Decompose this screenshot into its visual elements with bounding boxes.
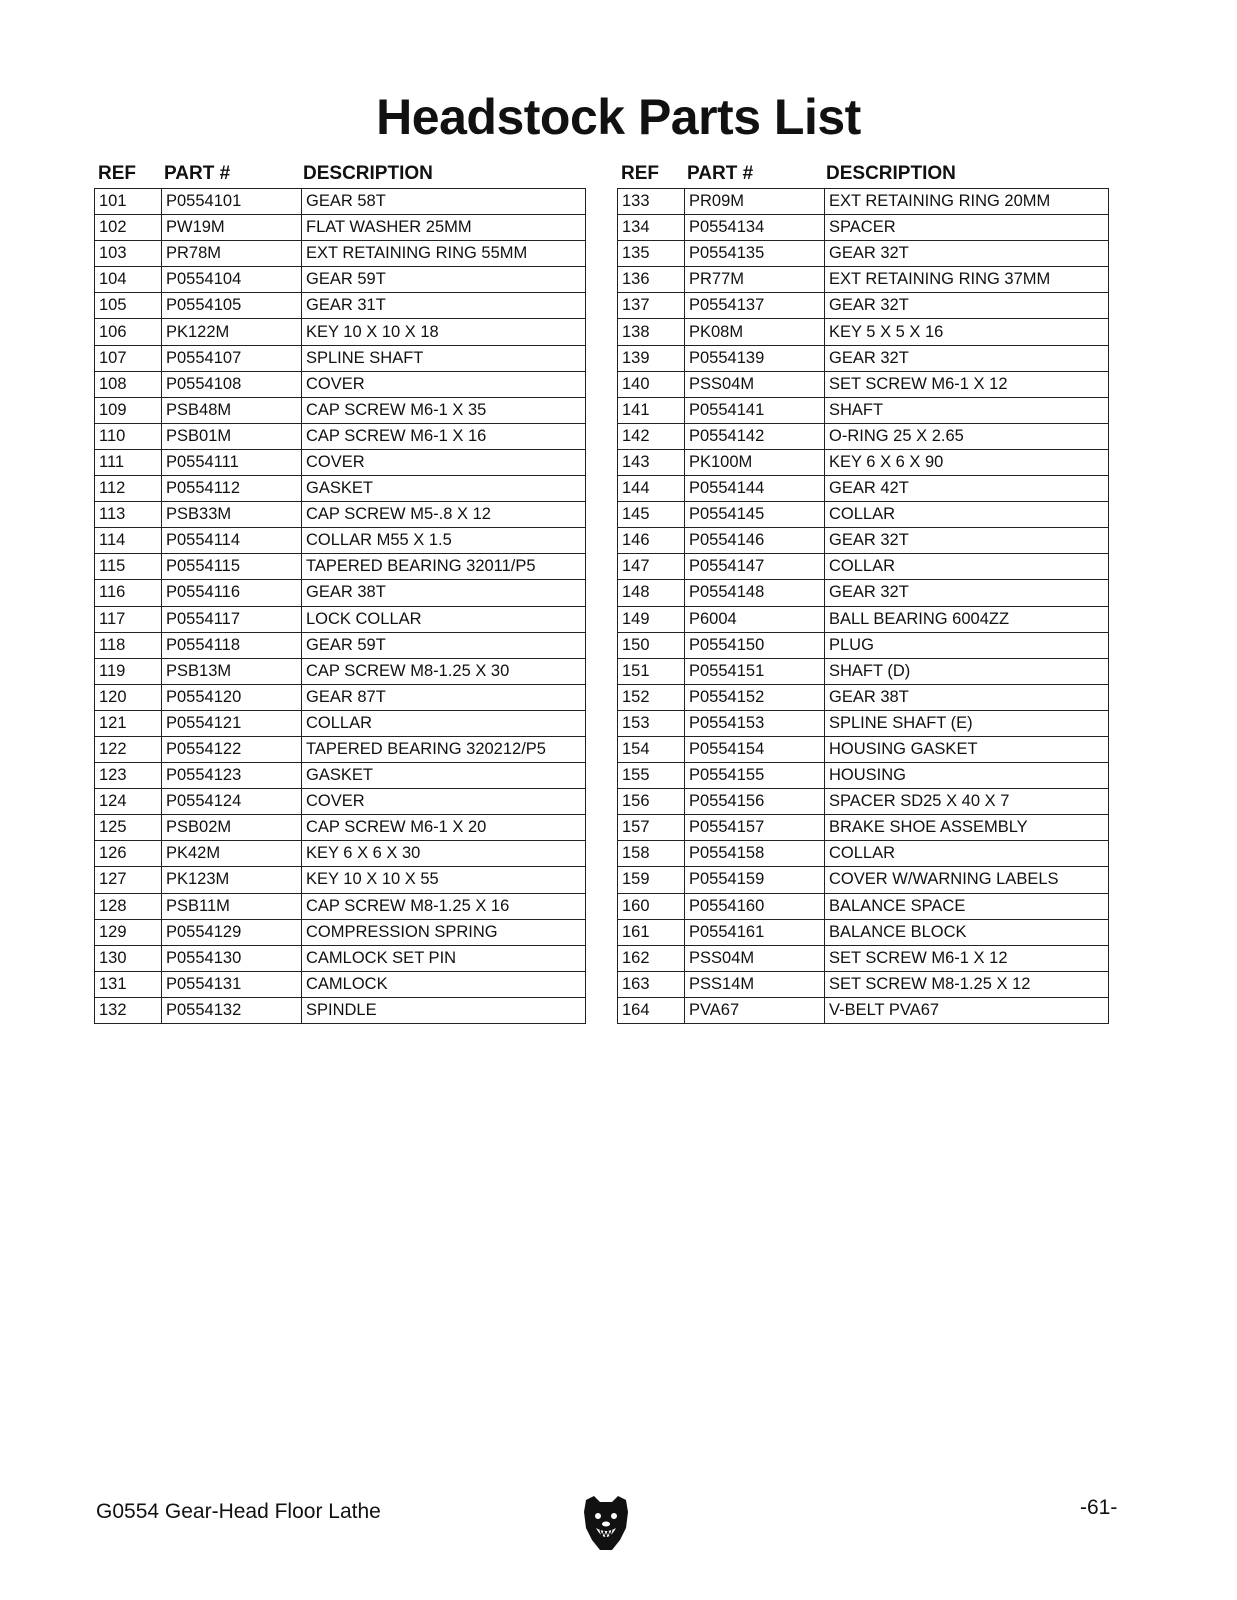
cell-description: COVER — [302, 449, 586, 475]
cell-description: CAP SCREW M6-1 X 20 — [302, 815, 586, 841]
cell-ref: 116 — [95, 580, 162, 606]
cell-description: EXT RETAINING RING 55MM — [302, 241, 586, 267]
cell-ref: 117 — [95, 606, 162, 632]
table-row — [95, 632, 586, 658]
cell-ref: 141 — [618, 397, 685, 423]
table-row — [618, 736, 1109, 762]
cell-part-number: P0554159 — [685, 867, 825, 893]
cell-part-number: P0554137 — [685, 293, 825, 319]
header-part: PART # — [687, 163, 754, 184]
cell-part-number: P0554157 — [685, 815, 825, 841]
table-row — [618, 267, 1109, 293]
cell-part-number: P0554115 — [162, 554, 302, 580]
cell-ref: 140 — [618, 371, 685, 397]
table-row — [618, 371, 1109, 397]
cell-part-number: P0554122 — [162, 736, 302, 762]
cell-description: PLUG — [825, 632, 1109, 658]
table-row — [618, 449, 1109, 475]
cell-description: KEY 10 X 10 X 55 — [302, 867, 586, 893]
cell-ref: 121 — [95, 710, 162, 736]
cell-part-number: PR09M — [685, 189, 825, 215]
cell-part-number: P0554107 — [162, 345, 302, 371]
cell-ref: 160 — [618, 893, 685, 919]
cell-description: SET SCREW M6-1 X 12 — [825, 371, 1109, 397]
cell-part-number: P0554158 — [685, 841, 825, 867]
cell-part-number: PSS14M — [685, 971, 825, 997]
table-body — [618, 189, 1109, 1024]
cell-description: CAP SCREW M8-1.25 X 30 — [302, 658, 586, 684]
cell-part-number: PSB48M — [162, 397, 302, 423]
table-row — [95, 449, 586, 475]
cell-ref: 152 — [618, 684, 685, 710]
cell-ref: 133 — [618, 189, 685, 215]
cell-description: CAP SCREW M6-1 X 35 — [302, 397, 586, 423]
cell-ref: 109 — [95, 397, 162, 423]
table-row — [618, 476, 1109, 502]
cell-description: GEAR 42T — [825, 476, 1109, 502]
table-row — [95, 841, 586, 867]
cell-description: EXT RETAINING RING 20MM — [825, 189, 1109, 215]
table-row — [618, 293, 1109, 319]
cell-part-number: P0554132 — [162, 997, 302, 1023]
table-row — [95, 919, 586, 945]
bear-logo-icon — [580, 1494, 632, 1552]
cell-part-number: P0554145 — [685, 502, 825, 528]
cell-ref: 120 — [95, 684, 162, 710]
cell-ref: 101 — [95, 189, 162, 215]
table-row — [618, 345, 1109, 371]
table-row — [618, 971, 1109, 997]
table-row — [95, 345, 586, 371]
cell-part-number: P0554108 — [162, 371, 302, 397]
cell-ref: 163 — [618, 971, 685, 997]
cell-description: CAP SCREW M5-.8 X 12 — [302, 502, 586, 528]
cell-part-number: P0554146 — [685, 528, 825, 554]
cell-part-number: PR77M — [685, 267, 825, 293]
table-row — [618, 502, 1109, 528]
parts-table — [617, 188, 1109, 1024]
cell-ref: 155 — [618, 763, 685, 789]
cell-ref: 102 — [95, 215, 162, 241]
cell-description: CAP SCREW M8-1.25 X 16 — [302, 893, 586, 919]
cell-part-number: PK100M — [685, 449, 825, 475]
cell-ref: 144 — [618, 476, 685, 502]
cell-part-number: P0554155 — [685, 763, 825, 789]
table-row — [618, 815, 1109, 841]
cell-part-number: PR78M — [162, 241, 302, 267]
table-row — [618, 841, 1109, 867]
cell-description: GEAR 32T — [825, 528, 1109, 554]
cell-part-number: P0554105 — [162, 293, 302, 319]
cell-part-number: P0554114 — [162, 528, 302, 554]
cell-description: COVER — [302, 371, 586, 397]
cell-part-number: P0554156 — [685, 789, 825, 815]
table-row — [618, 763, 1109, 789]
cell-description: COLLAR — [825, 554, 1109, 580]
cell-ref: 128 — [95, 893, 162, 919]
cell-description: GEAR 32T — [825, 293, 1109, 319]
cell-description: SET SCREW M8-1.25 X 12 — [825, 971, 1109, 997]
cell-ref: 111 — [95, 449, 162, 475]
cell-part-number: PSS04M — [685, 945, 825, 971]
cell-part-number: P0554129 — [162, 919, 302, 945]
header-part: PART # — [164, 163, 231, 184]
cell-ref: 108 — [95, 371, 162, 397]
cell-description: CAMLOCK — [302, 971, 586, 997]
cell-description: BALANCE SPACE — [825, 893, 1109, 919]
cell-description: LOCK COLLAR — [302, 606, 586, 632]
cell-description: TAPERED BEARING 32011/P5 — [302, 554, 586, 580]
header-ref: REF — [98, 163, 136, 184]
cell-description: O-RING 25 X 2.65 — [825, 423, 1109, 449]
cell-part-number: P0554151 — [685, 658, 825, 684]
cell-description: BALL BEARING 6004ZZ — [825, 606, 1109, 632]
table-row — [618, 867, 1109, 893]
table-row — [95, 971, 586, 997]
table-row — [95, 997, 586, 1023]
cell-part-number: P0554147 — [685, 554, 825, 580]
cell-part-number: P0554141 — [685, 397, 825, 423]
parts-table-right — [617, 160, 1109, 1024]
table-row — [95, 319, 586, 345]
cell-part-number: PK122M — [162, 319, 302, 345]
cell-ref: 146 — [618, 528, 685, 554]
cell-ref: 157 — [618, 815, 685, 841]
table-row — [95, 580, 586, 606]
header-ref: REF — [621, 163, 659, 184]
table-row — [95, 658, 586, 684]
cell-description: SPLINE SHAFT (E) — [825, 710, 1109, 736]
cell-description: COLLAR — [302, 710, 586, 736]
cell-ref: 126 — [95, 841, 162, 867]
cell-ref: 137 — [618, 293, 685, 319]
cell-description: COLLAR — [825, 841, 1109, 867]
cell-part-number: P0554112 — [162, 476, 302, 502]
cell-ref: 145 — [618, 502, 685, 528]
cell-description: GEAR 87T — [302, 684, 586, 710]
header-description: DESCRIPTION — [303, 163, 433, 184]
table-row — [618, 684, 1109, 710]
table-row — [618, 997, 1109, 1023]
cell-description: GEAR 32T — [825, 580, 1109, 606]
cell-description: EXT RETAINING RING 37MM — [825, 267, 1109, 293]
cell-ref: 106 — [95, 319, 162, 345]
cell-ref: 159 — [618, 867, 685, 893]
cell-ref: 153 — [618, 710, 685, 736]
table-row — [95, 397, 586, 423]
table-row — [95, 606, 586, 632]
cell-description: HOUSING GASKET — [825, 736, 1109, 762]
cell-description: CAMLOCK SET PIN — [302, 945, 586, 971]
cell-description: FLAT WASHER 25MM — [302, 215, 586, 241]
cell-description: COMPRESSION SPRING — [302, 919, 586, 945]
cell-description: KEY 6 X 6 X 30 — [302, 841, 586, 867]
cell-part-number: P0554148 — [685, 580, 825, 606]
table-row — [95, 476, 586, 502]
cell-part-number: P0554131 — [162, 971, 302, 997]
cell-ref: 162 — [618, 945, 685, 971]
cell-ref: 124 — [95, 789, 162, 815]
cell-part-number: P0554120 — [162, 684, 302, 710]
cell-ref: 154 — [618, 736, 685, 762]
cell-ref: 125 — [95, 815, 162, 841]
table-row — [618, 606, 1109, 632]
cell-description: GEAR 59T — [302, 267, 586, 293]
cell-ref: 164 — [618, 997, 685, 1023]
table-row — [618, 580, 1109, 606]
cell-part-number: P0554160 — [685, 893, 825, 919]
cell-ref: 110 — [95, 423, 162, 449]
table-row — [95, 215, 586, 241]
cell-ref: 138 — [618, 319, 685, 345]
cell-ref: 158 — [618, 841, 685, 867]
cell-part-number: PSS04M — [685, 371, 825, 397]
cell-ref: 148 — [618, 580, 685, 606]
cell-part-number: P0554130 — [162, 945, 302, 971]
table-header — [617, 160, 1109, 188]
cell-part-number: P0554117 — [162, 606, 302, 632]
table-row — [618, 423, 1109, 449]
cell-part-number: P0554144 — [685, 476, 825, 502]
table-header — [94, 160, 586, 188]
cell-part-number: P0554135 — [685, 241, 825, 267]
table-row — [95, 528, 586, 554]
cell-ref: 113 — [95, 502, 162, 528]
cell-part-number: P0554123 — [162, 763, 302, 789]
cell-part-number: P0554118 — [162, 632, 302, 658]
table-row — [95, 293, 586, 319]
table-row — [95, 371, 586, 397]
parts-table-left — [94, 160, 586, 1024]
table-row — [618, 215, 1109, 241]
cell-ref: 147 — [618, 554, 685, 580]
cell-description: COVER — [302, 789, 586, 815]
cell-ref: 129 — [95, 919, 162, 945]
table-row — [95, 763, 586, 789]
cell-description: SPACER — [825, 215, 1109, 241]
table-row — [95, 893, 586, 919]
table-row — [95, 789, 586, 815]
cell-ref: 134 — [618, 215, 685, 241]
cell-ref: 104 — [95, 267, 162, 293]
cell-ref: 122 — [95, 736, 162, 762]
cell-description: KEY 10 X 10 X 18 — [302, 319, 586, 345]
cell-part-number: PSB13M — [162, 658, 302, 684]
cell-part-number: P0554134 — [685, 215, 825, 241]
table-row — [618, 919, 1109, 945]
cell-ref: 114 — [95, 528, 162, 554]
table-row — [618, 945, 1109, 971]
table-row — [618, 658, 1109, 684]
cell-ref: 142 — [618, 423, 685, 449]
cell-part-number: PVA67 — [685, 997, 825, 1023]
cell-ref: 118 — [95, 632, 162, 658]
cell-ref: 107 — [95, 345, 162, 371]
cell-description: SPINDLE — [302, 997, 586, 1023]
cell-part-number: P0554104 — [162, 267, 302, 293]
cell-ref: 123 — [95, 763, 162, 789]
cell-description: KEY 6 X 6 X 90 — [825, 449, 1109, 475]
cell-description: SPLINE SHAFT — [302, 345, 586, 371]
header-description: DESCRIPTION — [826, 163, 956, 184]
cell-description: BRAKE SHOE ASSEMBLY — [825, 815, 1109, 841]
cell-description: SPACER SD25 X 40 X 7 — [825, 789, 1109, 815]
cell-description: CAP SCREW M6-1 X 16 — [302, 423, 586, 449]
cell-ref: 119 — [95, 658, 162, 684]
cell-description: SHAFT (D) — [825, 658, 1109, 684]
cell-ref: 151 — [618, 658, 685, 684]
table-row — [618, 554, 1109, 580]
cell-ref: 105 — [95, 293, 162, 319]
cell-part-number: P0554154 — [685, 736, 825, 762]
cell-part-number: P0554142 — [685, 423, 825, 449]
table-row — [618, 528, 1109, 554]
cell-part-number: PK08M — [685, 319, 825, 345]
table-row — [95, 867, 586, 893]
page-number: -61- — [1080, 1496, 1118, 1519]
page-title: Headstock Parts List — [376, 89, 861, 145]
cell-description: COLLAR — [825, 502, 1109, 528]
table-row — [618, 241, 1109, 267]
table-row — [95, 241, 586, 267]
cell-description: HOUSING — [825, 763, 1109, 789]
table-row — [95, 684, 586, 710]
cell-description: V-BELT PVA67 — [825, 997, 1109, 1023]
cell-part-number: PW19M — [162, 215, 302, 241]
cell-description: GASKET — [302, 476, 586, 502]
cell-part-number: P0554153 — [685, 710, 825, 736]
table-row — [618, 710, 1109, 736]
cell-description: GEAR 58T — [302, 189, 586, 215]
table-row — [95, 423, 586, 449]
cell-part-number: P0554139 — [685, 345, 825, 371]
cell-ref: 161 — [618, 919, 685, 945]
cell-ref: 156 — [618, 789, 685, 815]
cell-description: TAPERED BEARING 320212/P5 — [302, 736, 586, 762]
cell-ref: 131 — [95, 971, 162, 997]
cell-ref: 135 — [618, 241, 685, 267]
table-row — [95, 554, 586, 580]
table-row — [618, 632, 1109, 658]
cell-part-number: P0554111 — [162, 449, 302, 475]
cell-ref: 149 — [618, 606, 685, 632]
table-row — [618, 397, 1109, 423]
table-row — [95, 710, 586, 736]
cell-part-number: PK123M — [162, 867, 302, 893]
table-row — [618, 319, 1109, 345]
table-body — [95, 189, 586, 1024]
cell-ref: 112 — [95, 476, 162, 502]
table-row — [95, 189, 586, 215]
cell-description: COVER W/WARNING LABELS — [825, 867, 1109, 893]
cell-part-number: PSB02M — [162, 815, 302, 841]
cell-ref: 136 — [618, 267, 685, 293]
cell-ref: 132 — [95, 997, 162, 1023]
parts-table — [94, 188, 586, 1024]
table-row — [95, 815, 586, 841]
table-row — [618, 789, 1109, 815]
table-row — [95, 945, 586, 971]
table-row — [618, 893, 1109, 919]
cell-part-number: PSB33M — [162, 502, 302, 528]
cell-ref: 103 — [95, 241, 162, 267]
cell-part-number: P0554161 — [685, 919, 825, 945]
cell-part-number: P6004 — [685, 606, 825, 632]
cell-description: GEAR 32T — [825, 241, 1109, 267]
cell-part-number: PSB01M — [162, 423, 302, 449]
cell-part-number: PSB11M — [162, 893, 302, 919]
cell-part-number: P0554101 — [162, 189, 302, 215]
footer-model: G0554 Gear-Head Floor Lathe — [96, 1500, 381, 1523]
cell-description: GEAR 31T — [302, 293, 586, 319]
cell-part-number: P0554124 — [162, 789, 302, 815]
cell-part-number: P0554116 — [162, 580, 302, 606]
cell-description: GEAR 32T — [825, 345, 1109, 371]
table-row — [95, 502, 586, 528]
cell-description: COLLAR M55 X 1.5 — [302, 528, 586, 554]
table-row — [95, 736, 586, 762]
cell-description: GASKET — [302, 763, 586, 789]
cell-ref: 150 — [618, 632, 685, 658]
cell-part-number: P0554152 — [685, 684, 825, 710]
cell-description: SET SCREW M6-1 X 12 — [825, 945, 1109, 971]
cell-part-number: P0554150 — [685, 632, 825, 658]
cell-description: SHAFT — [825, 397, 1109, 423]
cell-part-number: P0554121 — [162, 710, 302, 736]
cell-description: GEAR 38T — [825, 684, 1109, 710]
cell-description: KEY 5 X 5 X 16 — [825, 319, 1109, 345]
cell-ref: 115 — [95, 554, 162, 580]
table-row — [618, 189, 1109, 215]
cell-description: GEAR 38T — [302, 580, 586, 606]
table-row — [95, 267, 586, 293]
cell-ref: 139 — [618, 345, 685, 371]
cell-part-number: PK42M — [162, 841, 302, 867]
cell-ref: 143 — [618, 449, 685, 475]
cell-description: BALANCE BLOCK — [825, 919, 1109, 945]
cell-description: GEAR 59T — [302, 632, 586, 658]
cell-ref: 130 — [95, 945, 162, 971]
cell-ref: 127 — [95, 867, 162, 893]
